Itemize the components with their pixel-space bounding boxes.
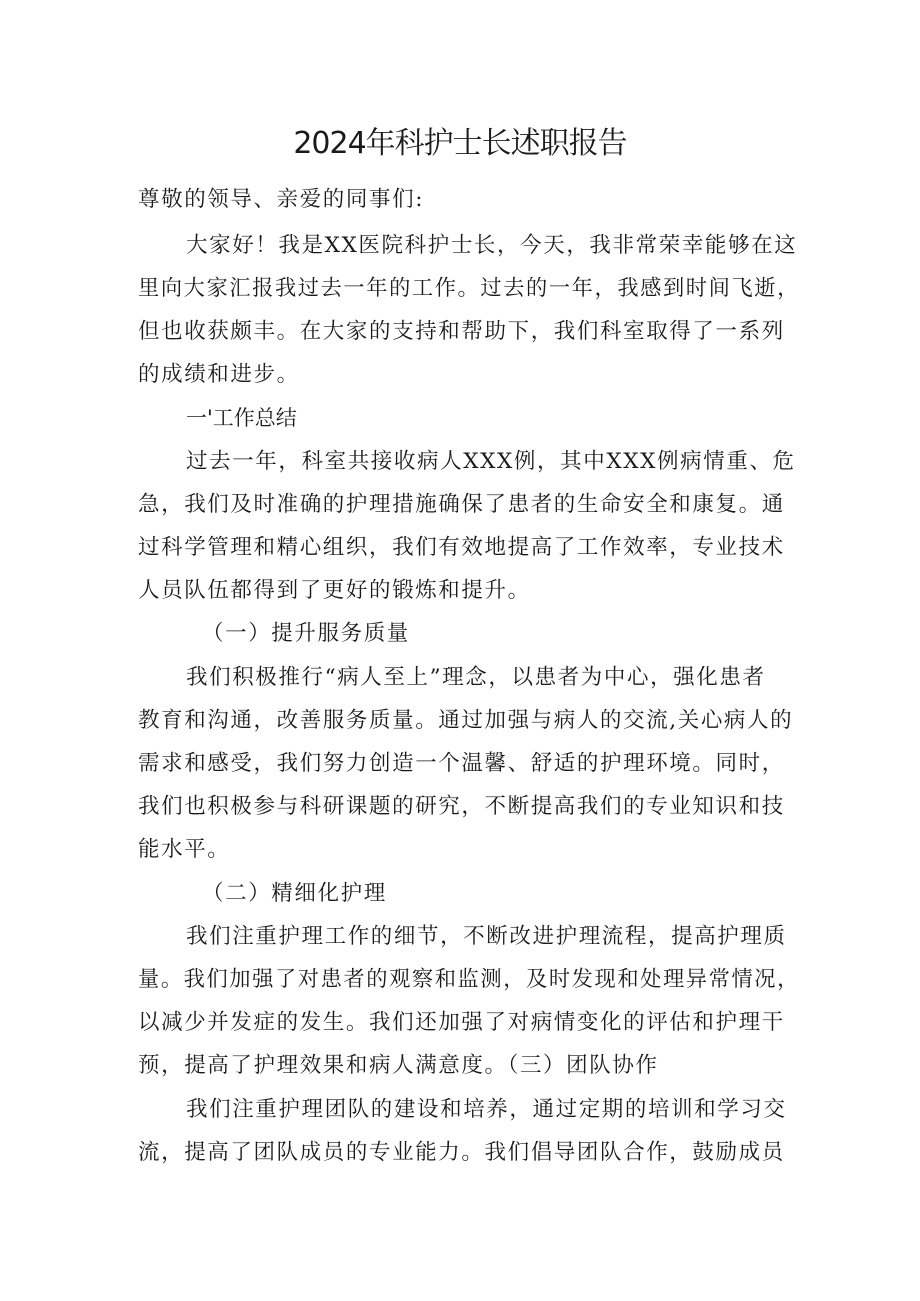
sub2-line-3: 以减少并发症的发生。我们还加强了对病情变化的评估和护理干 [138, 1010, 785, 1035]
intro-line-2: 里向大家汇报我过去一年的工作。过去的一年，我感到时间飞逝， [138, 276, 800, 301]
sub2-line-1: 我们注重护理工作的细节，不断改进护理流程，提高护理质 [186, 924, 787, 949]
greeting: 尊敬的领导、亲爱的同事们: [138, 187, 425, 212]
section1-line-2: 急，我们及时准确的护理措施确保了患者的生命安全和康复。通 [138, 492, 785, 517]
sub1-line-1: 我们积极推行“病人至上”理念，以患者为中心，强化患者 [186, 665, 766, 690]
intro-line-1: 大家好！我是XX医院科护士长，今天，我非常荣幸能够在这 [186, 233, 798, 258]
sub1-line-4: 我们也积极参与科研课题的研究，不断提高我们的专业知识和技 [138, 794, 785, 819]
section1-line-3: 过科学管理和精心组织，我们有效地提高了工作效率，专业技术 [138, 535, 785, 560]
section1-line-4: 人员队伍都得到了更好的锻炼和提升。 [138, 578, 531, 603]
sub3-line-1: 我们注重护理团队的建设和培养，通过定期的培训和学习交 [186, 1097, 787, 1122]
section-heading-work-summary: 一'工作总结 [186, 406, 297, 430]
intro-line-4: 的成绩和进步。 [138, 362, 300, 387]
sub3-line-2: 流，提高了团队成员的专业能力。我们倡导团队合作，鼓励成员 [138, 1140, 785, 1165]
sub2-line-2: 量。我们加强了对患者的观察和监测，及时发现和处理异常情况， [138, 967, 800, 992]
sub1-line-5: 能水平。 [138, 837, 231, 862]
intro-line-3: 但也收获颇丰。在大家的支持和帮助下，我们科室取得了一系列 [138, 319, 785, 344]
document-title: 2024年科护士长述职报告 [293, 126, 627, 161]
section1-line-1: 过去一年，科室共接收病人XXX例，其中XXX例病情重、危 [186, 449, 796, 474]
subsection-heading-refined-nursing: （二）精细化护理 [202, 881, 387, 906]
sub1-line-3: 需求和感受，我们努力创造一个温馨、舒适的护理环境。同时， [138, 751, 785, 776]
sub1-line-2: 教育和沟通，改善服务质量。通过加强与病人的交流,关心病人的 [138, 708, 794, 733]
subsection-heading-service-quality: （一）提升服务质量 [202, 621, 410, 646]
sub2-line-4: 预，提高了护理效果和病人满意度。（三）团队协作 [138, 1053, 659, 1078]
